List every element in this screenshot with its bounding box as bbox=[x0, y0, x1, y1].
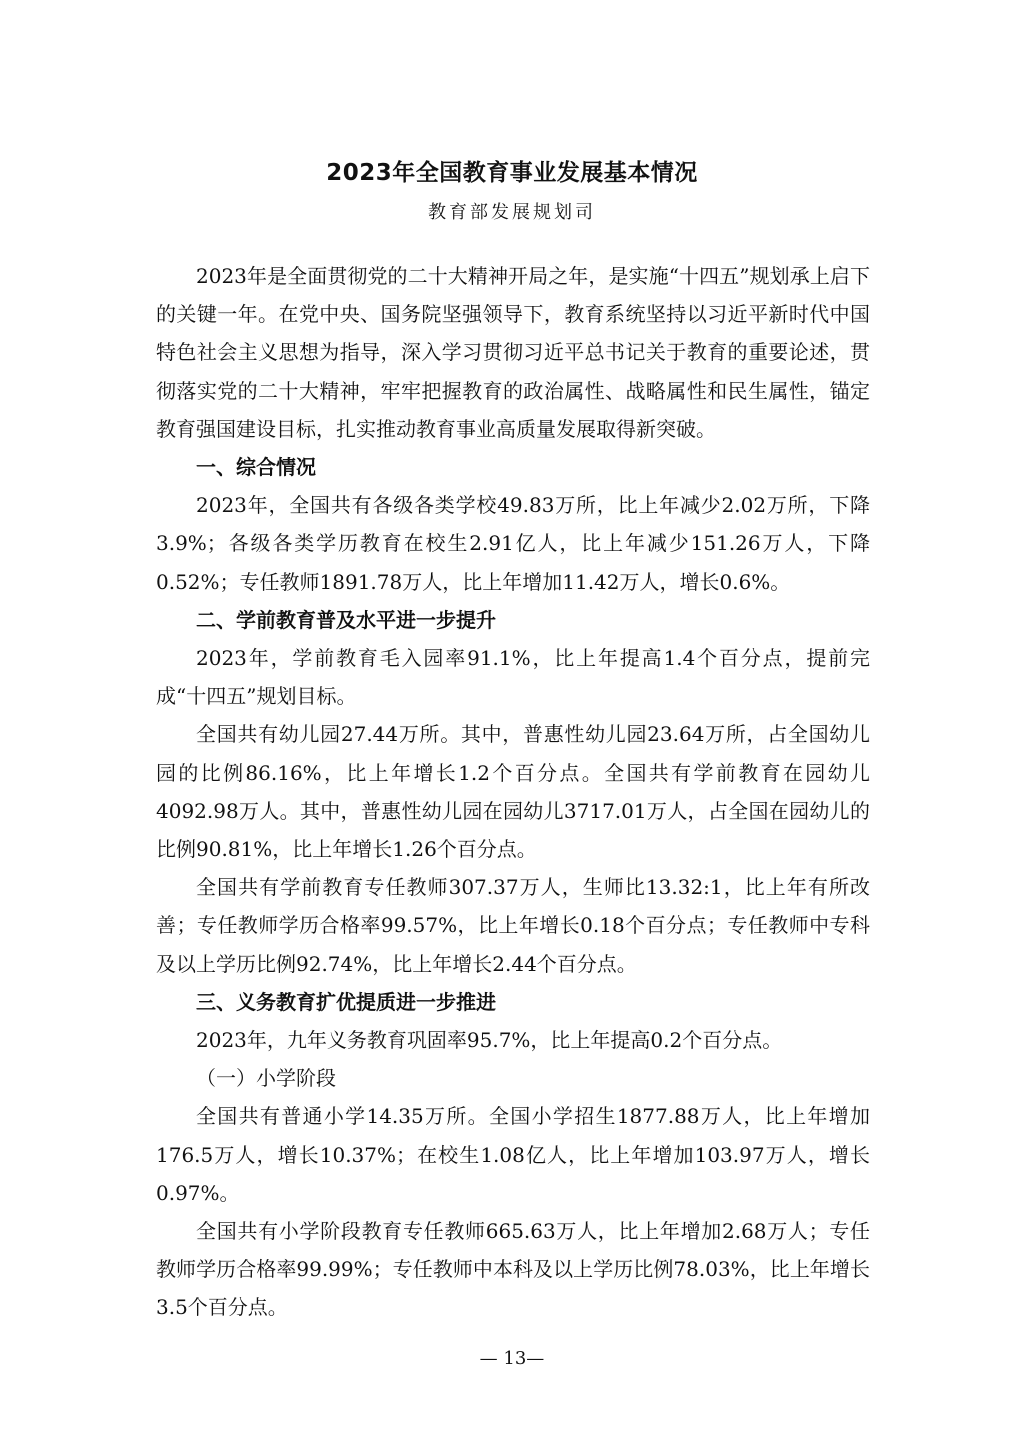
section-heading-3: 三、义务教育扩优提质进一步推进 bbox=[196, 989, 496, 1014]
section-heading-1: 一、综合情况 bbox=[196, 455, 316, 480]
paragraph: 全国共有幼儿园27.44万所。其中，普惠性幼儿园23.64万所，占全国幼儿园的比例86.16%，比上年增长1.2个百分点。全国共有学前教育在园幼儿4092.98万人。其中，普惠性幼儿园在园幼儿3717.01万人，占全国在园幼儿的比例90.81%，比上年增长1.26个百分点。 bbox=[156, 722, 870, 862]
paragraph: 全国共有普通小学14.35万所。全国小学招生1877.88万人，比上年增加176.5万人，增长10.37%；在校生1.08亿人，比上年增加103.97万人，增长0.97%。 bbox=[156, 1104, 870, 1205]
paragraph: 全国共有学前教育专任教师307.37万人，生师比13.32:1，比上年有所改善；专任教师学历合格率99.57%，比上年增长0.18个百分点；专任教师中专科及以上学历比例92.74%，比上年增长2.44个百分点。 bbox=[156, 875, 870, 976]
paragraph: 全国共有小学阶段教育专任教师665.63万人，比上年增加2.68万人；专任教师学历合格率99.99%；专任教师中本科及以上学历比例78.03%，比上年增长3.5个百分点。 bbox=[156, 1219, 870, 1320]
document-body bbox=[156, 257, 870, 1327]
paragraph: 2023年，九年义务教育巩固率95.7%，比上年提高0.2个百分点。 bbox=[196, 1028, 783, 1053]
intro-paragraph: 2023年是全面贯彻党的二十大精神开局之年，是实施“十四五”规划承上启下的关键一年。在党中央、国务院坚强领导下，教育系统坚持以习近平新时代中国特色社会主义思想为指导，深入学习贯彻习近平总书记关于教育的重要论述，贯彻落实党的二十大精神，牢牢把握教育的政治属性、战略属性和民生属性，锚定教育强国建设目标，扎实推动教育事业高质量发展取得新突破。 bbox=[156, 264, 870, 441]
page-number: — 13— bbox=[479, 1348, 545, 1369]
paragraph: 2023年，学前教育毛入园率91.1%，比上年提高1.4个百分点，提前完成“十四五”规划目标。 bbox=[156, 646, 870, 709]
subsection-heading: （一）小学阶段 bbox=[196, 1066, 336, 1091]
document-title: 2023年全国教育事业发展基本情况 bbox=[326, 160, 698, 186]
document-subtitle: 教育部发展规划司 bbox=[428, 202, 596, 223]
paragraph: 2023年，全国共有各级各类学校49.83万所，比上年减少2.02万所，下降3.9%；各级各类学历教育在校生2.91亿人，比上年减少151.26万人，下降0.52%；专任教师1891.78万人，比上年增加11.42万人，增长0.6%。 bbox=[156, 493, 870, 594]
section-heading-2: 二、学前教育普及水平进一步提升 bbox=[196, 607, 496, 632]
